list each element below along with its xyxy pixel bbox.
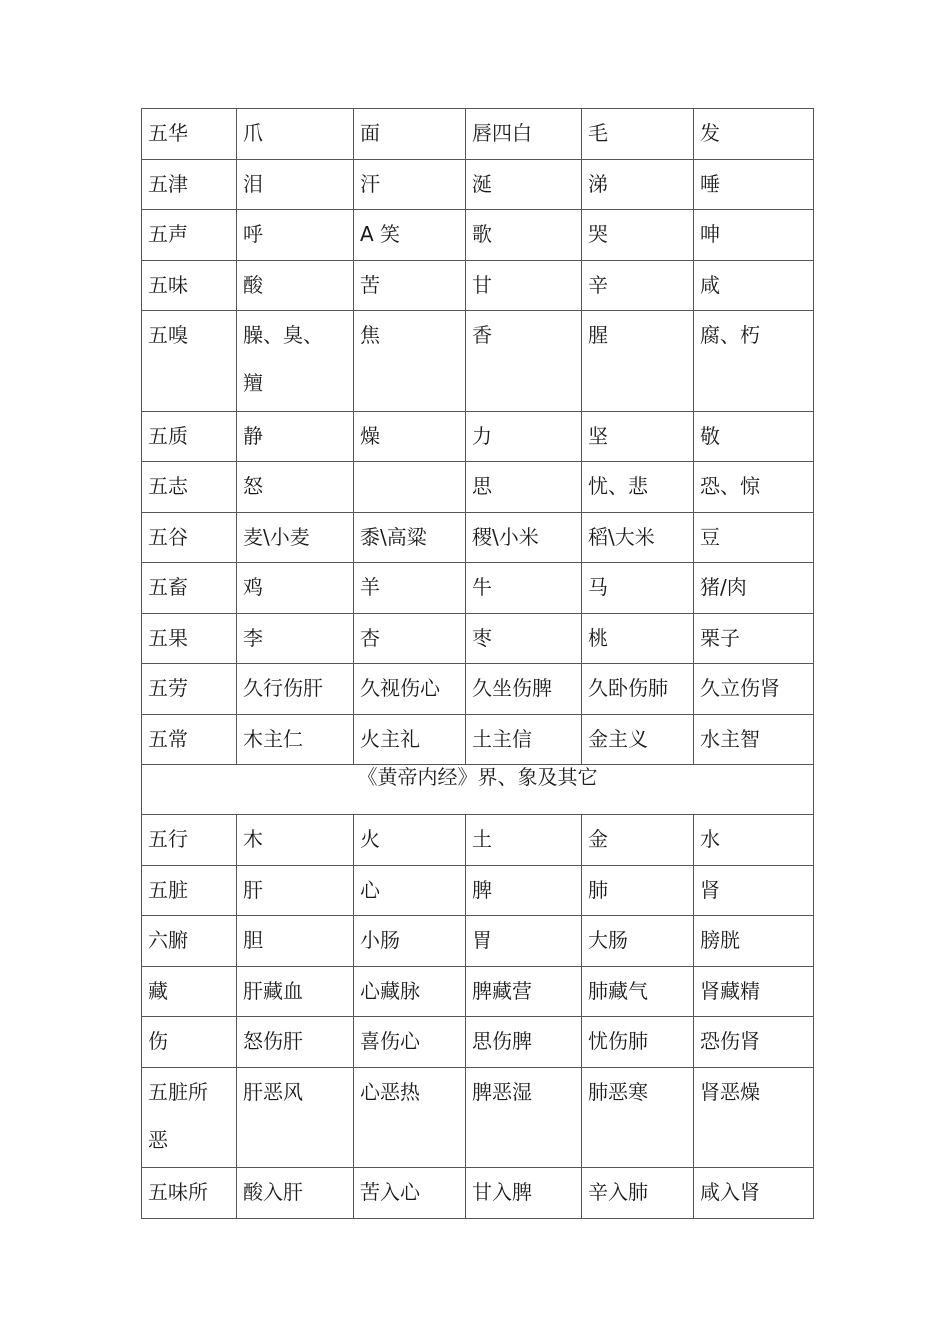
row-label-cell [142, 614, 237, 664]
row-label-cell [142, 412, 237, 462]
cell-text: 杏 [360, 626, 380, 650]
cell-text: 臊、臭、 羶 [243, 323, 323, 395]
cell-text: 怒 [243, 474, 263, 498]
cell-text: 小肠 [360, 928, 400, 952]
row-label-cell [142, 311, 237, 412]
table-cell [237, 160, 354, 210]
table-cell [694, 311, 814, 412]
table-cell [354, 1017, 466, 1068]
table-row [142, 1017, 814, 1068]
row-label: 五谷 [148, 525, 188, 549]
table-cell [237, 210, 354, 261]
table-cell [237, 261, 354, 311]
cell-text: 心 [360, 878, 380, 902]
table-cell [466, 563, 582, 614]
row-label: 五脏所 恶 [148, 1080, 208, 1152]
table-row [142, 513, 814, 563]
table-cell [237, 664, 354, 715]
row-label: 伤 [148, 1029, 168, 1053]
table-cell [582, 1068, 694, 1168]
cell-text: 忧、悲 [588, 474, 648, 498]
row-label-cell [142, 1168, 237, 1219]
cell-text: 肝恶风 [243, 1080, 303, 1104]
table-cell [466, 967, 582, 1017]
row-label-cell [142, 1017, 237, 1068]
table-cell [694, 1068, 814, 1168]
row-label-cell [142, 513, 237, 563]
cell-text: 思 [472, 474, 492, 498]
cell-text: 久行伤肝 [243, 676, 323, 700]
cell-text: 猪/肉 [700, 575, 747, 599]
cell-text: 土主信 [472, 727, 532, 751]
table-cell [354, 967, 466, 1017]
row-label: 五行 [148, 827, 188, 851]
cell-text [360, 462, 459, 474]
cell-text: 麦\小麦 [243, 525, 310, 549]
cell-text: 脾恶湿 [472, 1080, 532, 1104]
cell-text: 胃 [472, 928, 492, 952]
cell-text: 忧伤肺 [588, 1029, 648, 1053]
cell-text: 酸 [243, 273, 263, 297]
row-label-cell [142, 815, 237, 866]
table-cell [694, 412, 814, 462]
table-cell [466, 1168, 582, 1219]
cell-text: 咸入肾 [700, 1180, 760, 1204]
cell-text: 腥 [588, 323, 608, 347]
table-cell [354, 563, 466, 614]
table-cell [694, 210, 814, 261]
row-label-cell [142, 1068, 237, 1168]
cell-text: 肺恶寒 [588, 1080, 648, 1104]
table-cell [237, 916, 354, 967]
table-cell [694, 916, 814, 967]
table-cell [582, 261, 694, 311]
table-cell [582, 462, 694, 513]
table-cell [237, 1168, 354, 1219]
row-label-cell [142, 210, 237, 261]
table-row [142, 261, 814, 311]
row-label: 五常 [148, 727, 188, 751]
cell-text: 甘入脾 [472, 1180, 532, 1204]
table-cell [237, 1068, 354, 1168]
table-cell [354, 1068, 466, 1168]
row-label-cell [142, 261, 237, 311]
table-cell [694, 815, 814, 866]
row-label: 五劳 [148, 676, 188, 700]
table-cell [466, 664, 582, 715]
table-cell [237, 412, 354, 462]
table-cell [582, 160, 694, 210]
table-cell [582, 109, 694, 160]
table-cell [237, 815, 354, 866]
table-cell [466, 311, 582, 412]
row-label: 六腑 [148, 928, 188, 952]
cell-text: 水主智 [700, 727, 760, 751]
cell-text: 辛 [588, 273, 608, 297]
cell-text: 汗 [360, 172, 380, 196]
cell-text: 怒伤肝 [243, 1029, 303, 1053]
cell-text: 久坐伤脾 [472, 676, 552, 700]
table-cell [466, 210, 582, 261]
cell-text: 力 [472, 424, 492, 448]
table-cell [582, 715, 694, 765]
cell-text: 酸入肝 [243, 1180, 303, 1204]
table-body [142, 109, 814, 1219]
table-cell [694, 160, 814, 210]
cell-text: 胆 [243, 928, 263, 952]
row-label: 五声 [148, 222, 188, 246]
cell-text: 金 [588, 827, 608, 851]
cell-text: 久视伤心 [360, 676, 440, 700]
table-cell [354, 412, 466, 462]
cell-text: 豆 [700, 525, 720, 549]
table-cell [694, 1017, 814, 1068]
row-label: 五味所 [148, 1180, 208, 1204]
cell-text: 桃 [588, 626, 608, 650]
row-label: 五志 [148, 474, 188, 498]
cell-text: 唇四白 [472, 121, 532, 145]
table-cell [354, 109, 466, 160]
cell-text: 肾藏精 [700, 979, 760, 1003]
row-label-cell [142, 916, 237, 967]
table-cell [354, 614, 466, 664]
cell-text: 羊 [360, 575, 380, 599]
cell-text: 李 [243, 626, 263, 650]
table-cell [694, 513, 814, 563]
cell-text: 香 [472, 323, 492, 347]
cell-text: 涎 [472, 172, 492, 196]
table-cell [694, 967, 814, 1017]
row-label-cell [142, 160, 237, 210]
cell-text: 枣 [472, 626, 492, 650]
cell-text: 火 [360, 827, 380, 851]
table-row [142, 916, 814, 967]
table-cell [354, 866, 466, 916]
cell-text: 肺藏气 [588, 979, 648, 1003]
cell-text: 喜伤心 [360, 1029, 420, 1053]
row-label: 五嗅 [148, 323, 188, 347]
table-row [142, 160, 814, 210]
table-cell [582, 311, 694, 412]
cell-text: A 笑 [360, 222, 401, 246]
cell-text: 歌 [472, 222, 492, 246]
cell-text: 辛入肺 [588, 1180, 648, 1204]
table-cell [694, 866, 814, 916]
row-label: 五畜 [148, 575, 188, 599]
row-label: 五果 [148, 626, 188, 650]
table-row [142, 815, 814, 866]
table-cell [466, 916, 582, 967]
table-row [142, 412, 814, 462]
table-cell [237, 866, 354, 916]
row-label-cell [142, 967, 237, 1017]
table-cell [354, 462, 466, 513]
table-cell [354, 815, 466, 866]
table-cell [694, 715, 814, 765]
table-cell [237, 1017, 354, 1068]
table-cell [354, 311, 466, 412]
table-cell [354, 210, 466, 261]
table-cell [582, 614, 694, 664]
cell-text: 苦入心 [360, 1180, 420, 1204]
cell-text: 肝 [243, 878, 263, 902]
table-cell [694, 614, 814, 664]
table-cell [237, 614, 354, 664]
cell-text: 心藏脉 [360, 979, 420, 1003]
cell-text: 心恶热 [360, 1080, 420, 1104]
cell-text: 面 [360, 121, 380, 145]
cell-text: 马 [588, 575, 608, 599]
table-row [142, 563, 814, 614]
cell-text: 大肠 [588, 928, 628, 952]
row-label-cell [142, 866, 237, 916]
table-cell [694, 1168, 814, 1219]
cell-text: 木 [243, 827, 263, 851]
cell-text: 恐伤肾 [700, 1029, 760, 1053]
table-cell [354, 513, 466, 563]
table-cell [582, 210, 694, 261]
table-cell [237, 462, 354, 513]
table-cell [466, 866, 582, 916]
table-cell [694, 261, 814, 311]
table-cell [582, 1017, 694, 1068]
table-cell [354, 916, 466, 967]
table-cell [354, 261, 466, 311]
row-label: 五质 [148, 424, 188, 448]
row-label: 五华 [148, 121, 188, 145]
table-cell [582, 513, 694, 563]
table-row [142, 1068, 814, 1168]
table-cell [582, 563, 694, 614]
table-cell [694, 109, 814, 160]
table-row [142, 866, 814, 916]
cell-text: 静 [243, 424, 263, 448]
table-cell [466, 109, 582, 160]
cell-text: 呼 [243, 222, 263, 246]
table-row [142, 1168, 814, 1219]
cell-text: 哭 [588, 222, 608, 246]
cell-text: 毛 [588, 121, 608, 145]
table-row [142, 311, 814, 412]
cell-text: 膀胱 [700, 928, 740, 952]
table-row [142, 210, 814, 261]
table-row [142, 614, 814, 664]
table-cell [237, 513, 354, 563]
cell-text: 发 [700, 121, 720, 145]
table-cell [466, 261, 582, 311]
section-title: 《黄帝内经》界、象及其它 [142, 765, 814, 815]
table-cell [354, 1168, 466, 1219]
table-row [142, 664, 814, 715]
table-cell [354, 664, 466, 715]
section-row [142, 765, 814, 815]
table-cell [694, 664, 814, 715]
table-cell [694, 563, 814, 614]
table-cell [694, 462, 814, 513]
cell-text: 牛 [472, 575, 492, 599]
cell-text: 脾 [472, 878, 492, 902]
cell-text: 土 [472, 827, 492, 851]
cell-text: 苦 [360, 273, 380, 297]
cell-text: 呻 [700, 222, 720, 246]
cell-text: 坚 [588, 424, 608, 448]
table-cell [582, 916, 694, 967]
cell-text: 久卧伤肺 [588, 676, 668, 700]
cell-text: 焦 [360, 323, 380, 347]
cell-text: 鸡 [243, 575, 263, 599]
table-cell [466, 412, 582, 462]
cell-text: 腐、朽 [700, 323, 760, 347]
row-label-cell [142, 462, 237, 513]
cell-text: 肾恶燥 [700, 1080, 760, 1104]
cell-text: 肾 [700, 878, 720, 902]
row-label: 五味 [148, 273, 188, 297]
cell-text: 恐、惊 [700, 474, 760, 498]
table-cell [466, 614, 582, 664]
row-label: 藏 [148, 979, 168, 1003]
row-label-cell [142, 715, 237, 765]
cell-text: 肝藏血 [243, 979, 303, 1003]
cell-text: 水 [700, 827, 720, 851]
table-cell [466, 1017, 582, 1068]
row-label-cell [142, 664, 237, 715]
cell-text: 思伤脾 [472, 1029, 532, 1053]
table-cell [466, 513, 582, 563]
cell-text: 久立伤肾 [700, 676, 780, 700]
cell-text: 咸 [700, 273, 720, 297]
table-cell [237, 715, 354, 765]
cell-text: 甘 [472, 273, 492, 297]
table-cell [582, 967, 694, 1017]
cell-text: 稻\大米 [588, 525, 655, 549]
row-label: 五津 [148, 172, 188, 196]
table-cell [237, 109, 354, 160]
table-cell [354, 160, 466, 210]
table-cell [466, 815, 582, 866]
cell-text: 燥 [360, 424, 380, 448]
table-cell [466, 462, 582, 513]
cell-text: 脾藏营 [472, 979, 532, 1003]
cell-text: 泪 [243, 172, 263, 196]
table-cell [237, 967, 354, 1017]
cell-text: 火主礼 [360, 727, 420, 751]
table-cell [582, 815, 694, 866]
table-row [142, 109, 814, 160]
table-cell [237, 563, 354, 614]
cell-text: 爪 [243, 121, 263, 145]
cell-text: 敬 [700, 424, 720, 448]
table-cell [237, 311, 354, 412]
cell-text: 黍\高粱 [360, 525, 427, 549]
cell-text: 稷\小米 [472, 525, 539, 549]
table-cell [354, 715, 466, 765]
cell-text: 涕 [588, 172, 608, 196]
cell-text: 肺 [588, 878, 608, 902]
table-cell [582, 1168, 694, 1219]
table-cell [466, 1068, 582, 1168]
cell-text: 栗子 [700, 626, 740, 650]
table-row [142, 462, 814, 513]
row-label-cell [142, 109, 237, 160]
table-row [142, 715, 814, 765]
table-row [142, 967, 814, 1017]
table-cell [582, 866, 694, 916]
five-elements-table [141, 108, 814, 1219]
cell-text: 木主仁 [243, 727, 303, 751]
table-cell [582, 412, 694, 462]
cell-text: 唾 [700, 172, 720, 196]
table-cell [466, 160, 582, 210]
row-label-cell [142, 563, 237, 614]
cell-text: 金主义 [588, 727, 648, 751]
table-cell [582, 664, 694, 715]
table-cell [466, 715, 582, 765]
row-label: 五脏 [148, 878, 188, 902]
